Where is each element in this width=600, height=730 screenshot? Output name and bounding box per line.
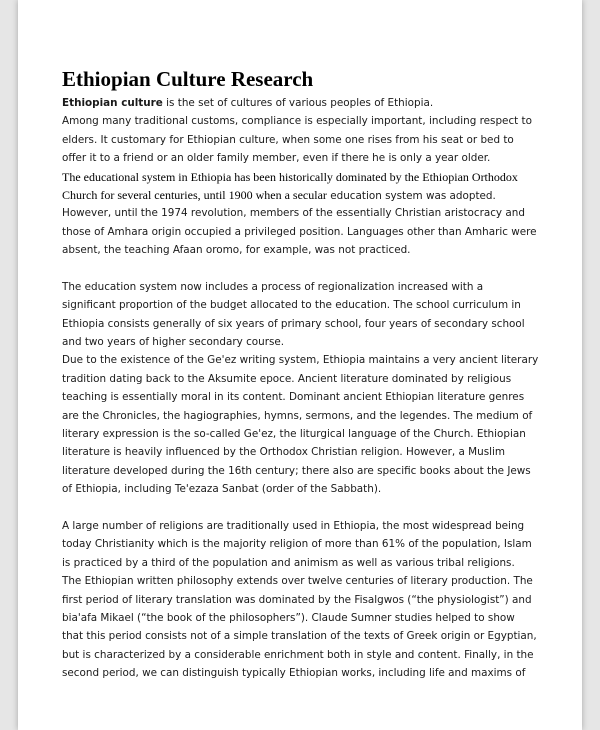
- mixed-text-line: [62, 186, 552, 204]
- text-line: elders. It customary for Ethiopian culture, when some one rises from his seat or bed to: [62, 133, 514, 146]
- document-page: [18, 0, 582, 730]
- text-line: significant proportion of the budget allocated to the education. The school curriculum in: [62, 299, 521, 312]
- text-line: second period, we can distinguish typically Ethiopian works, including life and maxims of: [62, 667, 526, 680]
- document-content: [62, 66, 552, 683]
- text-line: The education system now includes a process of regionalization increased with a: [62, 280, 484, 293]
- paragraph-gap: [62, 260, 552, 278]
- text-line: of Ethiopia, including Te'ezaza Sanbat (order of the Sabbath).: [62, 483, 382, 496]
- document-title: Ethiopian Culture Research: [62, 67, 314, 91]
- text-line: literary expression is the so-called Ge'ez, the liturgical language of the Church. Ethiopian: [62, 428, 526, 441]
- text-line: bia'afa Mikael (“the book of the philosophers”). Claude Sumner studies helped to show: [62, 611, 515, 624]
- text-line: today Christianity which is the majority religion of more than 61% of the population, Islam: [62, 538, 532, 551]
- text-line: are the Chronicles, the hagiographies, hymns, sermons, and the legendes. The medium of: [62, 409, 533, 422]
- text-line: those of Amhara origin occupied a privileged position. Languages other than Amharic were: [62, 225, 537, 238]
- text-line: Among many traditional customs, compliance is especially important, including respect to: [62, 115, 532, 128]
- text-line: but is characterized by a considerable enrichment both in style and content. Finally, in the: [62, 648, 534, 661]
- bold-term: Ethiopian culture: [62, 97, 163, 109]
- text-line: Due to the existence of the Ge'ez writing system, Ethiopia maintains a very ancient literary: [62, 354, 539, 367]
- text-line: However, until the 1974 revolution, members of the essentially Christian aristocracy and: [62, 207, 525, 220]
- sans-fragment: education system was adopted.: [326, 189, 496, 202]
- intro-line-rest: is the set of cultures of various peoples of Ethiopia.: [162, 97, 434, 109]
- serif-text-line: The educational system in Ethiopia has been historically dominated by the Ethiopian Orthodox: [62, 169, 518, 184]
- text-line: first period of literary translation was dominated by the Fisalgwos (“the physiologist”) and: [62, 593, 532, 606]
- paragraph-gap: [62, 499, 552, 517]
- intro-first-line: [62, 94, 552, 112]
- text-line: A large number of religions are traditionally used in Ethiopia, the most widespread being: [62, 519, 525, 532]
- text-line: teaching is essentially moral in its content. Dominant ancient Ethiopian literature genres: [62, 391, 525, 404]
- text-line: offer it to a friend or an older family member, even if there he is only a year older.: [62, 152, 491, 165]
- text-line: Ethiopia consists generally of six years of primary school, four years of secondary school: [62, 317, 525, 330]
- text-line: tradition dating back to the Aksumite epoce. Ancient literature dominated by religious: [62, 372, 512, 385]
- serif-fragment: Church for several centuries, until 1900 when a secular: [62, 187, 327, 202]
- text-line: literature developed during the 16th century; there also are specific books about the Jews: [62, 464, 531, 477]
- text-line: and two years of higher secondary course.: [62, 336, 285, 349]
- text-line: absent, the teaching Afaan oromo, for example, was not practiced.: [62, 244, 411, 257]
- text-line: The Ethiopian written philosophy extends over twelve centuries of literary production. The: [62, 575, 533, 588]
- text-line: literature is heavily influenced by the Orthodox Christian religion. However, a Muslim: [62, 446, 506, 459]
- text-line: is practiced by a third of the population and animism as well as various tribal religions.: [62, 556, 515, 569]
- text-line: that this period consists not of a simple translation of the texts of Greek origin or Egyptian,: [62, 630, 537, 643]
